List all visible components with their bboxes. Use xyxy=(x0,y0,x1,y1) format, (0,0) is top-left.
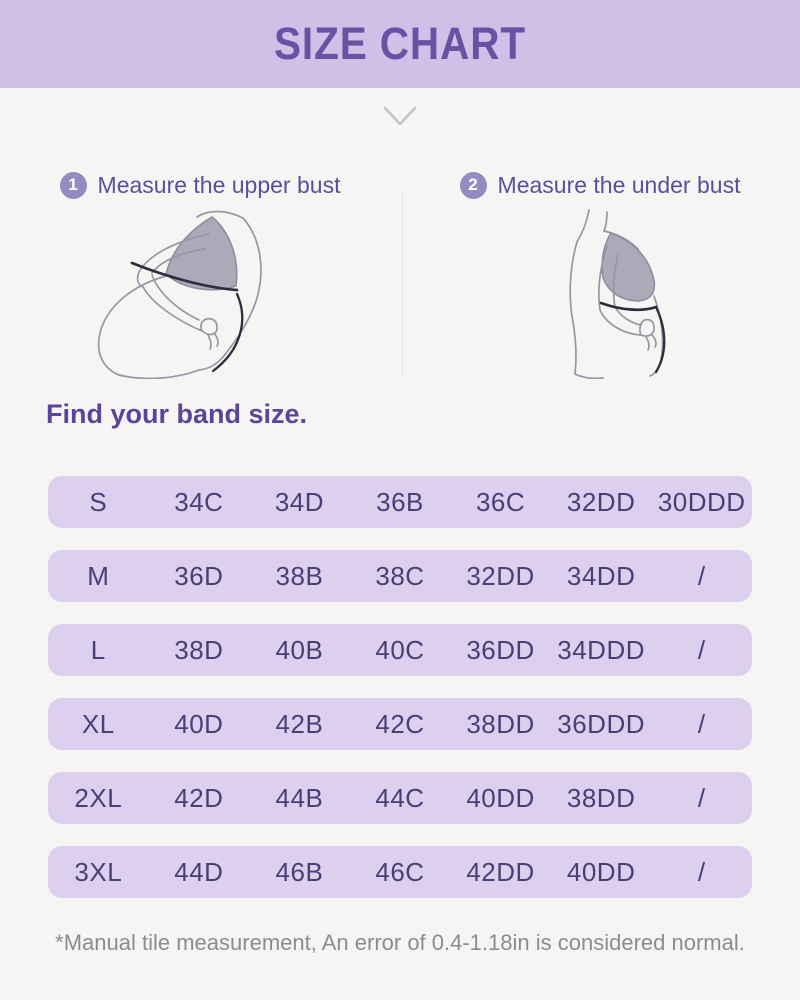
size-value-cell: 36DD xyxy=(466,634,535,665)
size-value-cell: 38DD xyxy=(466,708,535,739)
table-row xyxy=(48,476,752,528)
size-value-cell: 42D xyxy=(174,782,224,813)
size-value-cell: 32DD xyxy=(566,486,636,517)
size-value-cell: 30DDD xyxy=(657,486,746,517)
header xyxy=(0,0,800,88)
size-value-cell: 42C xyxy=(375,708,425,739)
size-value-cell: 34D xyxy=(274,486,325,517)
size-label-cell: XL xyxy=(81,708,115,739)
size-value-cell: 34DDD xyxy=(557,634,645,665)
size-value-cell: 34C xyxy=(174,486,224,517)
step-2-header xyxy=(460,170,741,200)
size-value-cell: 36C xyxy=(475,486,526,517)
step-2-label: Measure the under bust xyxy=(497,171,741,198)
table-row xyxy=(48,624,752,676)
size-value-cell: 34DD xyxy=(566,560,636,591)
size-value-cell: 38C xyxy=(375,560,425,591)
size-label-cell: L xyxy=(90,634,106,665)
measure-step-2 xyxy=(400,146,800,380)
page-title: SIZE CHART xyxy=(274,18,526,69)
under-bust-illustration xyxy=(485,204,715,379)
step-1-header xyxy=(60,170,341,200)
size-value-cell: 38DD xyxy=(566,782,636,813)
size-value-cell: 46C xyxy=(375,856,425,887)
size-value-cell: 46B xyxy=(275,856,324,887)
size-value-cell: 40DD xyxy=(466,782,535,813)
table-row xyxy=(48,550,752,602)
measurement-footnote: *Manual tile measurement, An error of 0.4-1.18in is considered normal. xyxy=(55,930,745,955)
size-value-cell: 40DD xyxy=(566,856,636,887)
size-value-cell: / xyxy=(697,708,706,739)
size-value-cell: 36D xyxy=(174,560,224,591)
size-value-cell: 40B xyxy=(275,634,324,665)
size-value-cell: 38B xyxy=(275,560,324,591)
chevron-down-icon xyxy=(0,88,800,146)
size-value-cell: / xyxy=(697,856,706,887)
size-value-cell: / xyxy=(697,782,706,813)
size-value-cell: 44D xyxy=(174,856,224,887)
size-value-cell: 42B xyxy=(275,708,324,739)
size-value-cell: 38D xyxy=(174,634,224,665)
upper-bust-illustration xyxy=(85,204,315,379)
size-value-cell: 44C xyxy=(375,782,425,813)
measure-section xyxy=(0,146,800,380)
size-value-cell: 44B xyxy=(275,782,324,813)
step-2-number-badge: 2 xyxy=(460,172,487,199)
step-1-label: Measure the upper bust xyxy=(97,171,341,198)
size-value-cell: 36B xyxy=(376,486,424,517)
band-size-heading: Find your band size. xyxy=(46,399,308,429)
measure-step-1 xyxy=(0,146,400,380)
table-row xyxy=(48,772,752,824)
table-row xyxy=(48,846,752,898)
size-label-cell: M xyxy=(87,560,110,591)
size-value-cell: / xyxy=(697,560,706,591)
size-label-cell: 3XL xyxy=(74,856,123,887)
size-label-cell: 2XL xyxy=(74,782,123,813)
size-value-cell: 36DDD xyxy=(557,708,645,739)
size-value-cell: 32DD xyxy=(466,560,535,591)
size-value-cell: 40C xyxy=(375,634,425,665)
size-value-cell: / xyxy=(697,634,706,665)
size-value-cell: 42DD xyxy=(466,856,535,887)
size-table xyxy=(48,476,752,898)
step-1-number-badge: 1 xyxy=(60,172,87,199)
size-label-cell: S xyxy=(89,486,108,517)
table-row xyxy=(48,698,752,750)
vertical-divider xyxy=(402,190,403,376)
size-value-cell: 40D xyxy=(174,708,224,739)
